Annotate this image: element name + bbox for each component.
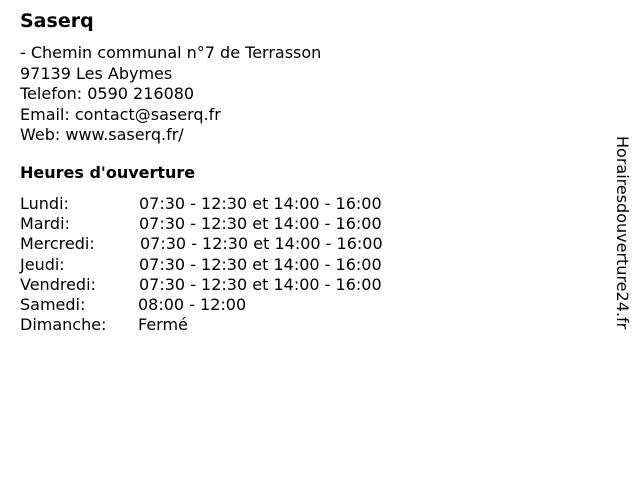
address-line-street: - Chemin communal n°7 de Terrasson xyxy=(20,43,322,62)
time-value: Fermé xyxy=(138,315,188,335)
day-label: Samedi: xyxy=(20,294,86,314)
day-label: Mardi: xyxy=(20,214,70,234)
address-line-city: 97139 Les Abymes xyxy=(20,63,173,83)
time-value: 07:30 - 12:30 et 14:00 - 16:00 xyxy=(139,194,382,213)
website-address: Web: www.saserq.fr/ xyxy=(20,125,184,144)
time-value: 07:30 - 12:30 et 14:00 - 16:00 xyxy=(139,254,382,274)
day-label: Mercredi: xyxy=(20,234,95,254)
day-label: Dimanche: xyxy=(20,315,107,335)
time-value: 07:30 - 12:30 et 14:00 - 16:00 xyxy=(140,234,383,254)
business-name: Saserq xyxy=(20,10,94,32)
contact-details xyxy=(20,43,321,146)
day-label: Lundi: xyxy=(20,194,69,213)
day-label: Jeudi: xyxy=(20,254,65,274)
opening-hours-heading: Heures d'ouverture xyxy=(20,163,196,182)
time-value: 07:30 - 12:30 et 14:00 - 16:00 xyxy=(139,214,382,234)
email-address: Email: contact@saserq.fr xyxy=(20,104,221,124)
site-watermark: Horairesdouverture24.fr xyxy=(613,136,632,330)
time-value: 08:00 - 12:00 xyxy=(138,294,247,314)
day-label: Vendredi: xyxy=(20,274,96,294)
time-value: 07:30 - 12:30 et 14:00 - 16:00 xyxy=(139,274,382,294)
phone-number: Telefon: 0590 216080 xyxy=(20,84,195,103)
